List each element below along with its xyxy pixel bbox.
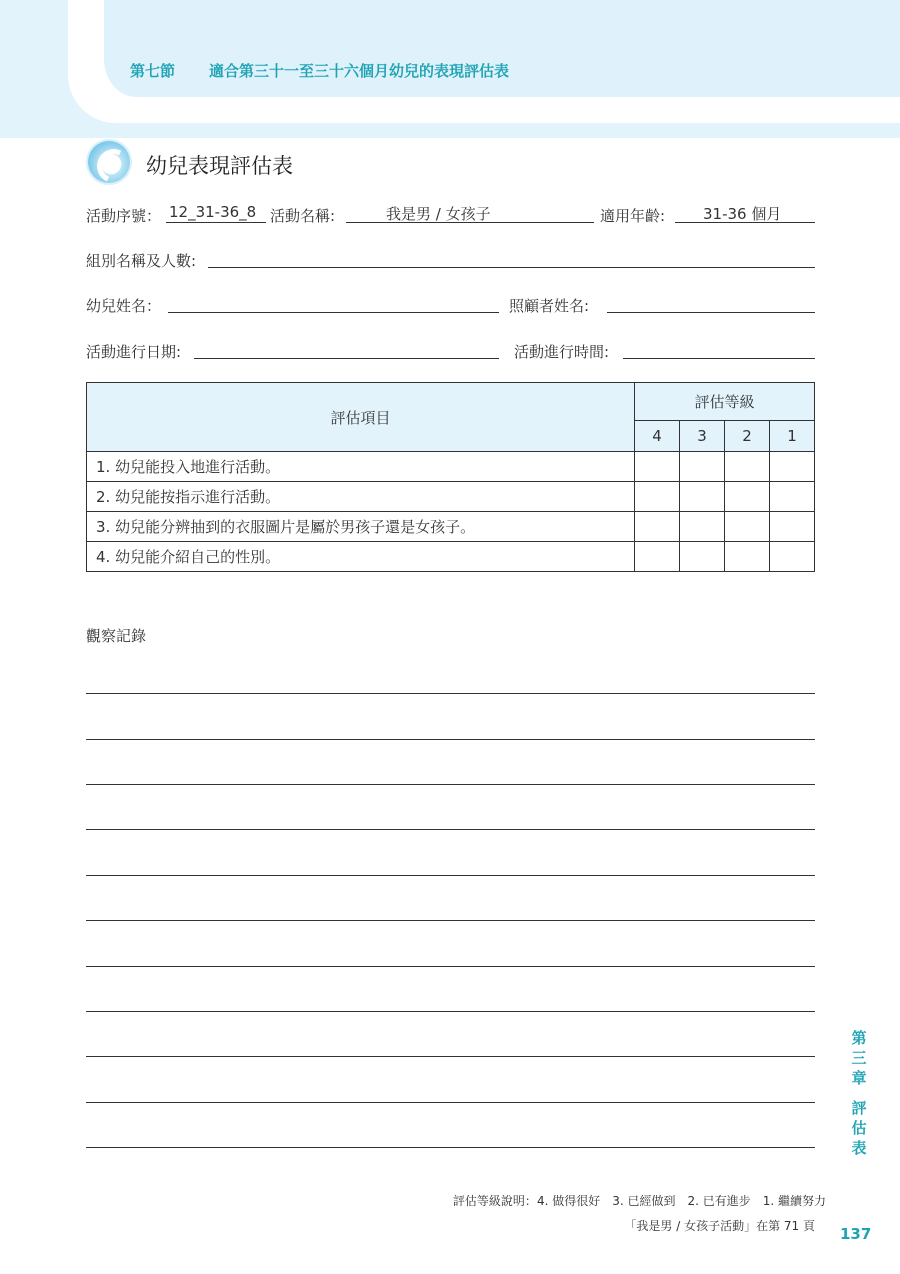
time-label: 活動進行時間: (514, 343, 610, 361)
grade-cell-2[interactable] (725, 482, 770, 512)
item-4: 4. 幼兒能介紹自己的性別。 (87, 542, 635, 572)
observation-line[interactable] (86, 784, 815, 785)
grade-cell-4[interactable] (635, 542, 680, 572)
item-2: 2. 幼兒能按指示進行活動。 (87, 482, 635, 512)
form-title: 幼兒表現評估表 (146, 154, 293, 178)
item-header: 評估項目 (87, 383, 635, 452)
activity-reference: 「我是男 / 女孩子活動」在第 71 頁 (624, 1219, 815, 1233)
section-title: 適合第三十一至三十六個月幼兒的表現評估表 (209, 62, 510, 80)
grade-cell-3[interactable] (680, 512, 725, 542)
grade-cell-1[interactable] (770, 482, 815, 512)
observation-line[interactable] (86, 920, 815, 921)
legend-item: 2. 已有進步 (687, 1194, 751, 1208)
legend-label: 評估等級說明： (452, 1194, 537, 1208)
activity-no-label: 活動序號： (86, 207, 162, 225)
child-name-label: 幼兒姓名： (86, 297, 162, 315)
grade-3-header: 3 (680, 421, 725, 452)
grade-cell-1[interactable] (770, 452, 815, 482)
item-3: 3. 幼兒能分辨抽到的衣服圖片是屬於男孩子還是女孩子。 (87, 512, 635, 542)
grade-legend (453, 1192, 826, 1209)
activity-no-value: 12_31-36_8 (166, 203, 266, 223)
evaluation-table (86, 382, 815, 572)
age-value: 31-36 個月 (675, 203, 815, 223)
grade-cell-1[interactable] (770, 542, 815, 572)
table-row (87, 542, 815, 572)
grade-cell-4[interactable] (635, 482, 680, 512)
legend-item: 1. 繼續努力 (762, 1194, 826, 1208)
age-label: 適用年齡: (600, 207, 666, 225)
observation-line[interactable] (86, 693, 815, 694)
observation-line[interactable] (86, 739, 815, 740)
observation-line[interactable] (86, 1056, 815, 1057)
section-heading (130, 60, 509, 81)
item-1: 1. 幼兒能投入地進行活動。 (87, 452, 635, 482)
table-row (87, 482, 815, 512)
grade-cell-3[interactable] (680, 482, 725, 512)
side-topic-label: 評 估 表 (851, 1099, 867, 1157)
bubble-icon (88, 141, 130, 183)
activity-name-value: 我是男 / 女孩子 (346, 203, 594, 223)
observation-title: 觀察記錄 (86, 627, 147, 645)
carer-name-label: 照顧者姓名: (509, 297, 590, 315)
observation-line[interactable] (86, 1011, 815, 1012)
grade-cell-3[interactable] (680, 542, 725, 572)
header-panel (98, 0, 900, 97)
grade-cell-3[interactable] (680, 452, 725, 482)
page-number: 137 (840, 1225, 872, 1243)
date-label: 活動進行日期: (86, 343, 182, 361)
grade-2-header: 2 (725, 421, 770, 452)
group-field[interactable] (208, 248, 815, 268)
grade-cell-2[interactable] (725, 512, 770, 542)
group-label: 組別名稱及人數: (86, 252, 197, 270)
carer-name-field[interactable] (607, 293, 815, 313)
legend-item: 3. 已經做到 (612, 1194, 676, 1208)
grade-1-header: 1 (770, 421, 815, 452)
grade-cell-2[interactable] (725, 452, 770, 482)
legend-item: 4. 做得很好 (536, 1194, 601, 1208)
child-name-field[interactable] (168, 293, 499, 313)
grade-header: 評估等級 (635, 383, 815, 421)
time-field[interactable] (623, 339, 815, 359)
observation-line[interactable] (86, 1147, 815, 1148)
observation-line[interactable] (86, 1102, 815, 1103)
grade-cell-4[interactable] (635, 512, 680, 542)
grade-cell-1[interactable] (770, 512, 815, 542)
date-field[interactable] (194, 339, 499, 359)
observation-line[interactable] (86, 966, 815, 967)
table-row (87, 452, 815, 482)
grade-cell-4[interactable] (635, 452, 680, 482)
observation-line[interactable] (86, 875, 815, 876)
section-label: 第七節 (130, 62, 176, 80)
grade-4-header: 4 (635, 421, 680, 452)
table-row (87, 512, 815, 542)
side-chapter-label: 第 三 章 (851, 1029, 867, 1087)
activity-name-label: 活動名稱: (270, 207, 336, 225)
grade-cell-2[interactable] (725, 542, 770, 572)
observation-line[interactable] (86, 829, 815, 830)
